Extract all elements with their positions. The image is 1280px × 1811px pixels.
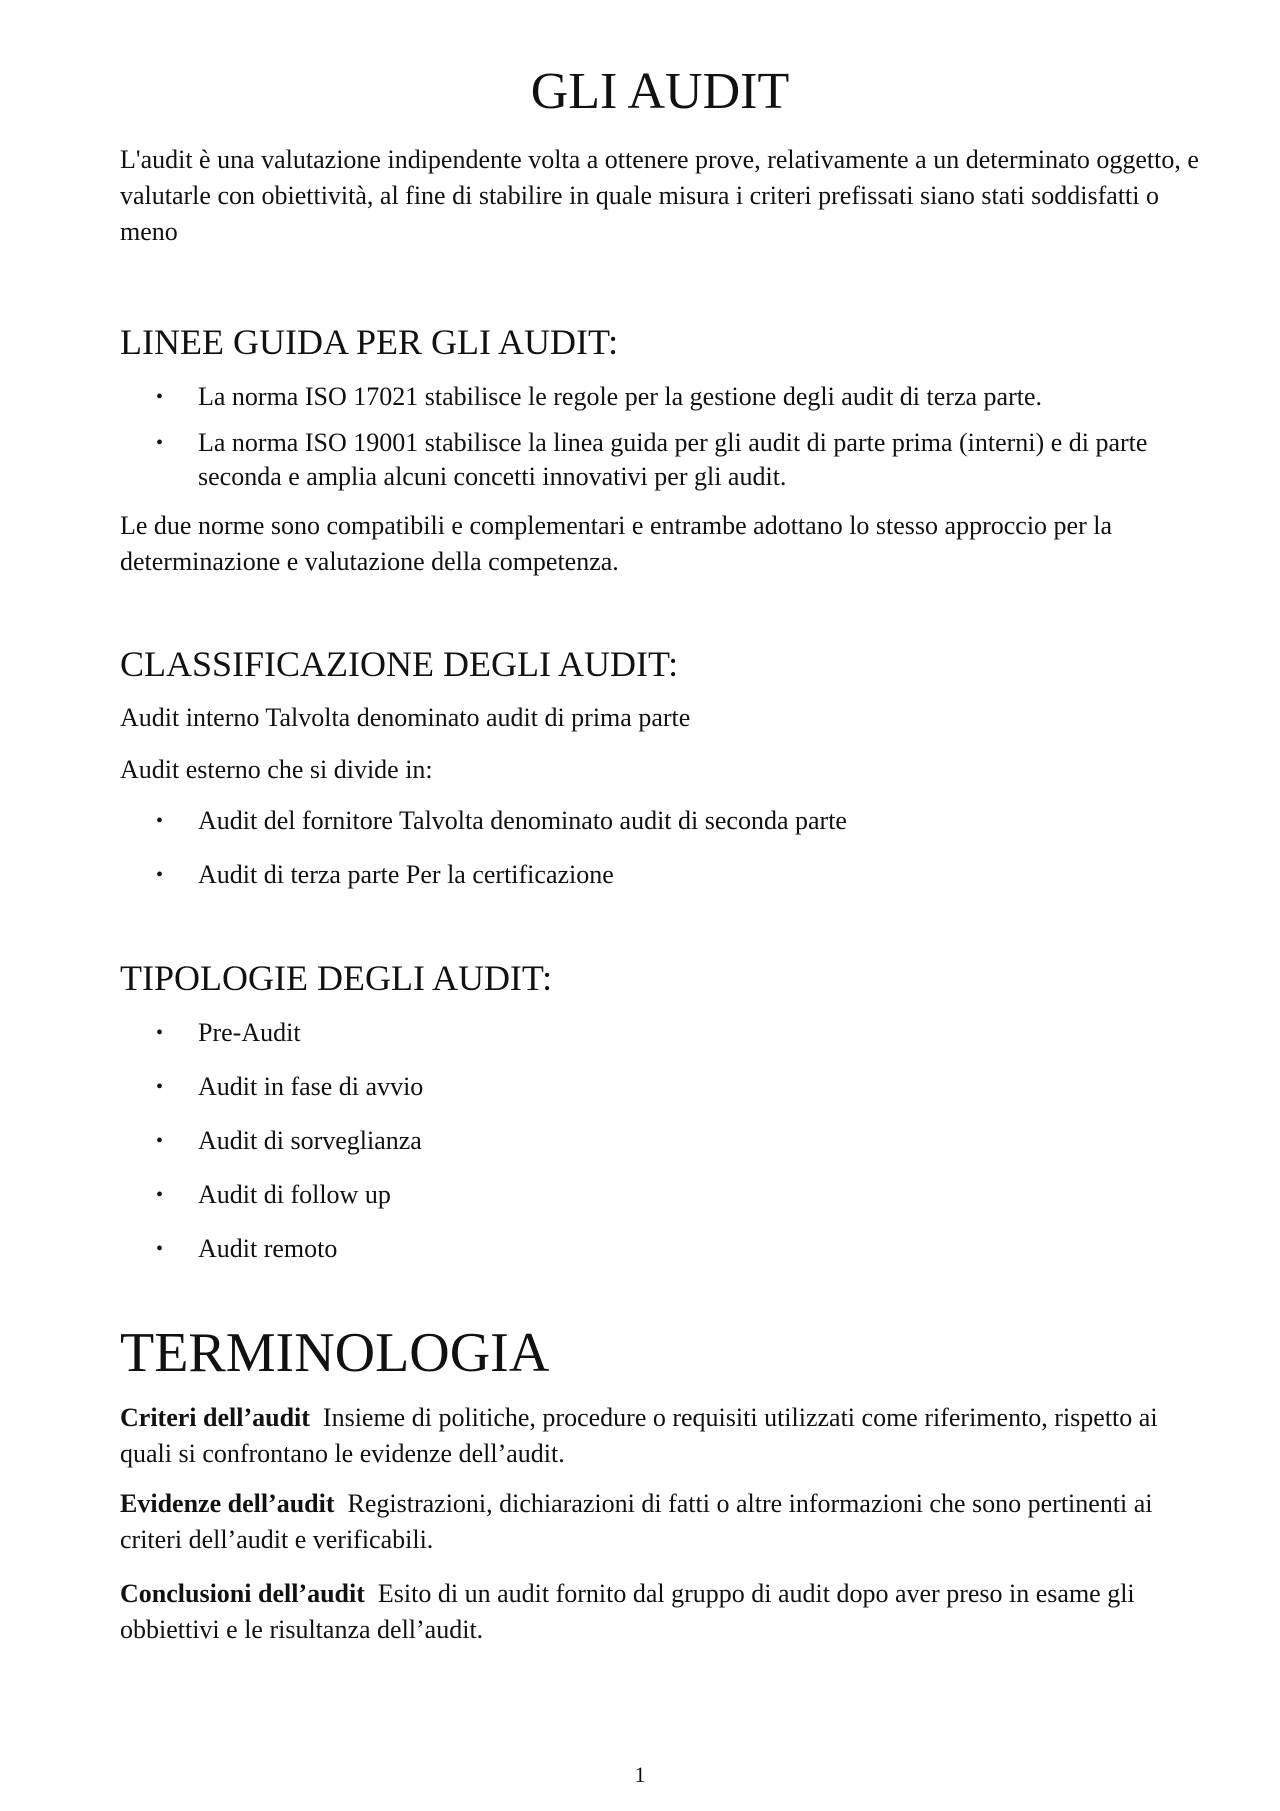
list-item: • Audit remoto bbox=[120, 1232, 1200, 1266]
page-title: GLI AUDIT bbox=[530, 63, 790, 120]
bullet: • bbox=[156, 386, 164, 408]
list-item: • Audit in fase di avvio bbox=[120, 1070, 1200, 1104]
bullet: • bbox=[156, 1130, 164, 1152]
bullet: • bbox=[156, 1184, 164, 1206]
term-label: Evidenze dell’audit bbox=[120, 1489, 335, 1518]
tipologie-heading: TIPOLOGIE DEGLI AUDIT: bbox=[120, 958, 553, 998]
bullet: • bbox=[156, 432, 164, 454]
classificazione-list bbox=[120, 804, 1200, 892]
document-page bbox=[120, 0, 1200, 1648]
audit-esterno-line: Audit esterno che si divide in: bbox=[120, 755, 433, 784]
list-item: • Audit del fornitore Talvolta denominato audit di seconda parte bbox=[120, 804, 1200, 838]
term-label: Conclusioni dell’audit bbox=[120, 1579, 365, 1608]
term-label: Criteri dell’audit bbox=[120, 1403, 310, 1432]
term-definition: Esito di un audit fornito dal gruppo di audit dopo aver preso in esame gli obbiettivi e le risultanza dell’audit. bbox=[120, 1579, 1135, 1644]
bullet: • bbox=[156, 1238, 164, 1260]
intro-paragraph: L'audit è una valutazione indipendente volta a ottenere prove, relativamente a un determinato oggetto, e valutarle con obiettività, al fine di stabilire in quale misura i criteri prefissati siano stati soddisfatti o meno bbox=[120, 145, 1199, 246]
list-item: • La norma ISO 19001 stabilisce la linea guida per gli audit di parte prima (interni) e di parte seconda e amplia alcuni concetti innovativi per gli audit. bbox=[156, 428, 1148, 491]
bullet: • bbox=[156, 864, 164, 886]
page-number: 1 bbox=[634, 1762, 646, 1787]
linee-guida-heading: LINEE GUIDA PER GLI AUDIT: bbox=[120, 322, 619, 362]
audit-interno-line: Audit interno Talvolta denominato audit di prima parte bbox=[120, 703, 691, 732]
list-item: • Pre-Audit bbox=[120, 1016, 1200, 1050]
term-definition: Insieme di politiche, procedure o requisiti utilizzati come riferimento, rispetto ai quali si confrontano le evidenze dell’audit. bbox=[120, 1403, 1158, 1468]
term-entry bbox=[120, 1576, 1200, 1648]
linee-guida-list bbox=[120, 380, 1200, 494]
list-item: • Audit di follow up bbox=[120, 1178, 1200, 1212]
term-entry bbox=[120, 1486, 1200, 1558]
list-item: • Audit di terza parte Per la certificazione bbox=[120, 858, 1200, 892]
bullet: • bbox=[156, 1076, 164, 1098]
list-item: • Audit di sorveglianza bbox=[120, 1124, 1200, 1158]
term-definition: Registrazioni, dichiarazioni di fatti o altre informazioni che sono pertinenti ai criteri dell’audit e verificabili. bbox=[120, 1489, 1153, 1554]
terminologia-heading: TERMINOLOGIA bbox=[120, 1322, 550, 1384]
bullet: • bbox=[156, 1022, 164, 1044]
tipologie-list bbox=[120, 1016, 1200, 1266]
bullet: • bbox=[156, 810, 164, 832]
list-item: • La norma ISO 17021 stabilisce le regole per la gestione degli audit di terza parte. bbox=[120, 380, 1200, 414]
term-entry bbox=[120, 1400, 1200, 1472]
classificazione-heading: CLASSIFICAZIONE DEGLI AUDIT: bbox=[120, 644, 679, 684]
linee-guida-note: Le due norme sono compatibili e complementari e entrambe adottano lo stesso approccio per la determinazione e valutazione della competenza. bbox=[120, 511, 1112, 576]
